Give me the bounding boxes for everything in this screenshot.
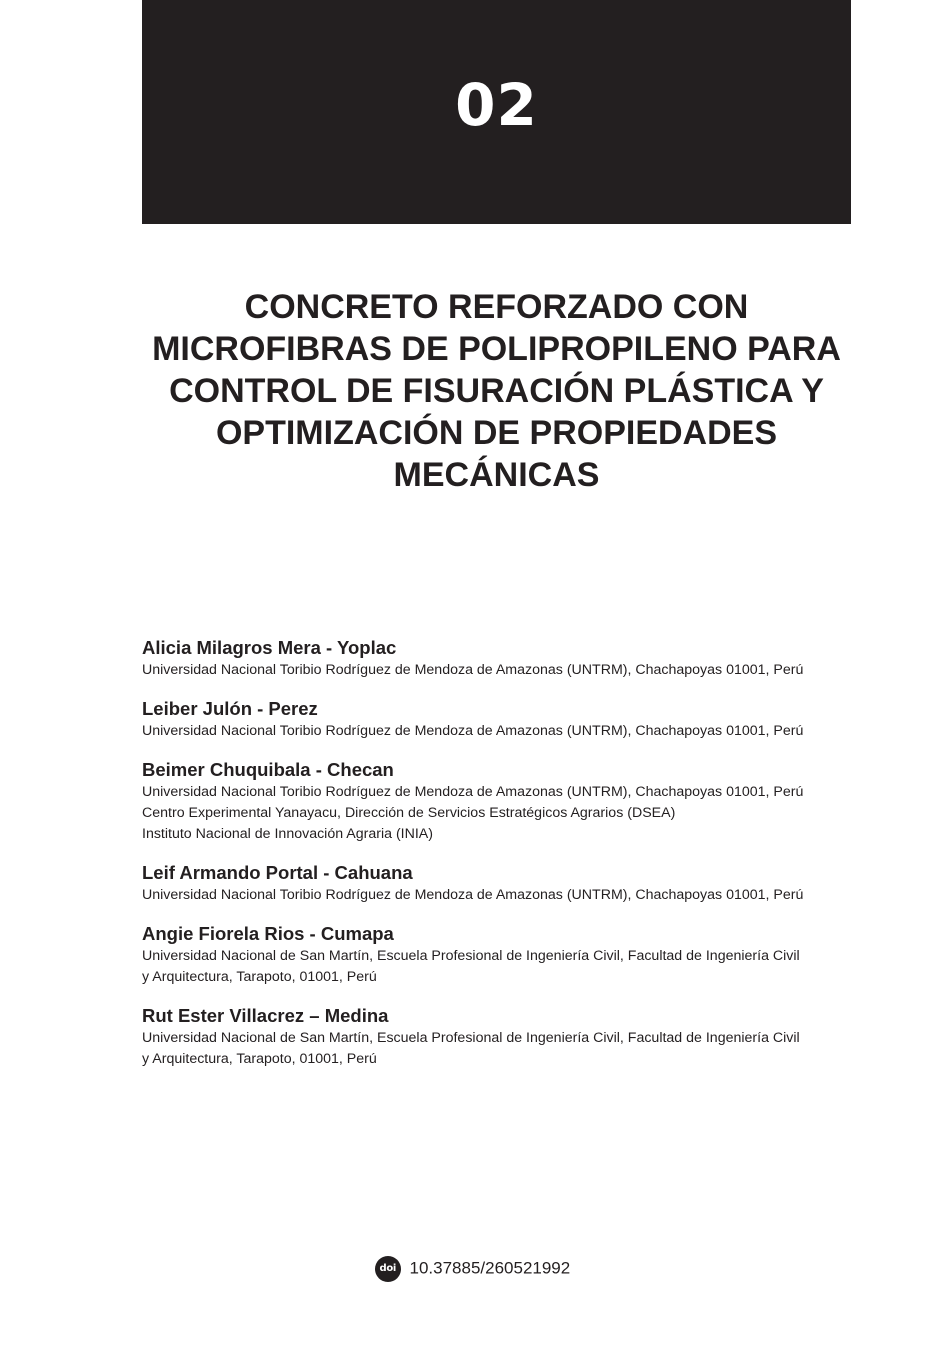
author-entry <box>142 1004 854 1070</box>
chapter-title: CONCRETO REFORZADO CON MICROFIBRAS DE POLIPROPILENO PARA CONTROL DE FISURACIÓN PLÁSTICA Y OPTIMIZACIÓN DE PROPIEDADES MECÁNICAS <box>152 288 841 494</box>
author-name: Alicia Milagros Mera - Yoplac <box>142 637 397 658</box>
chapter-banner <box>142 0 851 224</box>
author-affiliation: Universidad Nacional Toribio Rodríguez de Mendoza de Amazonas (UNTRM), Chachapoyas 01001, Perú <box>142 887 804 903</box>
author-affiliation: Universidad Nacional Toribio Rodríguez de Mendoza de Amazonas (UNTRM), Chachapoyas 01001, Perú <box>142 723 804 739</box>
author-entry <box>142 697 854 742</box>
author-name: Beimer Chuquibala - Checan <box>142 759 394 780</box>
author-name: Leiber Julón - Perez <box>142 698 318 719</box>
author-affiliation: Centro Experimental Yanayacu, Dirección de Servicios Estratégicos Agrarios (DSEA) <box>142 805 676 821</box>
doi-number[interactable]: 10.37885/260521992 <box>409 1258 571 1278</box>
doi-icon: doi <box>375 1256 401 1282</box>
chapter-number: 02 <box>455 71 538 139</box>
author-affiliation: y Arquitectura, Tarapoto, 01001, Perú <box>142 1051 377 1067</box>
author-affiliation: y Arquitectura, Tarapoto, 01001, Perú <box>142 969 377 985</box>
doi-line[interactable] <box>0 1255 945 1282</box>
author-affiliation: Universidad Nacional de San Martín, Escuela Profesional de Ingeniería Civil, Facultad de Ingeniería Civil <box>142 948 800 964</box>
author-affiliation: Universidad Nacional de San Martín, Escuela Profesional de Ingeniería Civil, Facultad de Ingeniería Civil <box>142 1030 800 1046</box>
author-name: Angie Fiorela Rios - Cumapa <box>142 923 394 944</box>
author-affiliation: Universidad Nacional Toribio Rodríguez de Mendoza de Amazonas (UNTRM), Chachapoyas 01001, Perú <box>142 784 804 800</box>
author-name: Leif Armando Portal - Cahuana <box>142 862 413 883</box>
author-entry <box>142 861 854 906</box>
author-affiliation: Instituto Nacional de Innovación Agraria (INIA) <box>142 826 433 842</box>
author-affiliation: Universidad Nacional Toribio Rodríguez de Mendoza de Amazonas (UNTRM), Chachapoyas 01001, Perú <box>142 662 804 678</box>
author-entry <box>142 922 854 988</box>
author-entry <box>142 758 854 845</box>
author-list <box>142 636 854 1086</box>
author-name: Rut Ester Villacrez – Medina <box>142 1005 389 1026</box>
author-entry <box>142 636 854 681</box>
